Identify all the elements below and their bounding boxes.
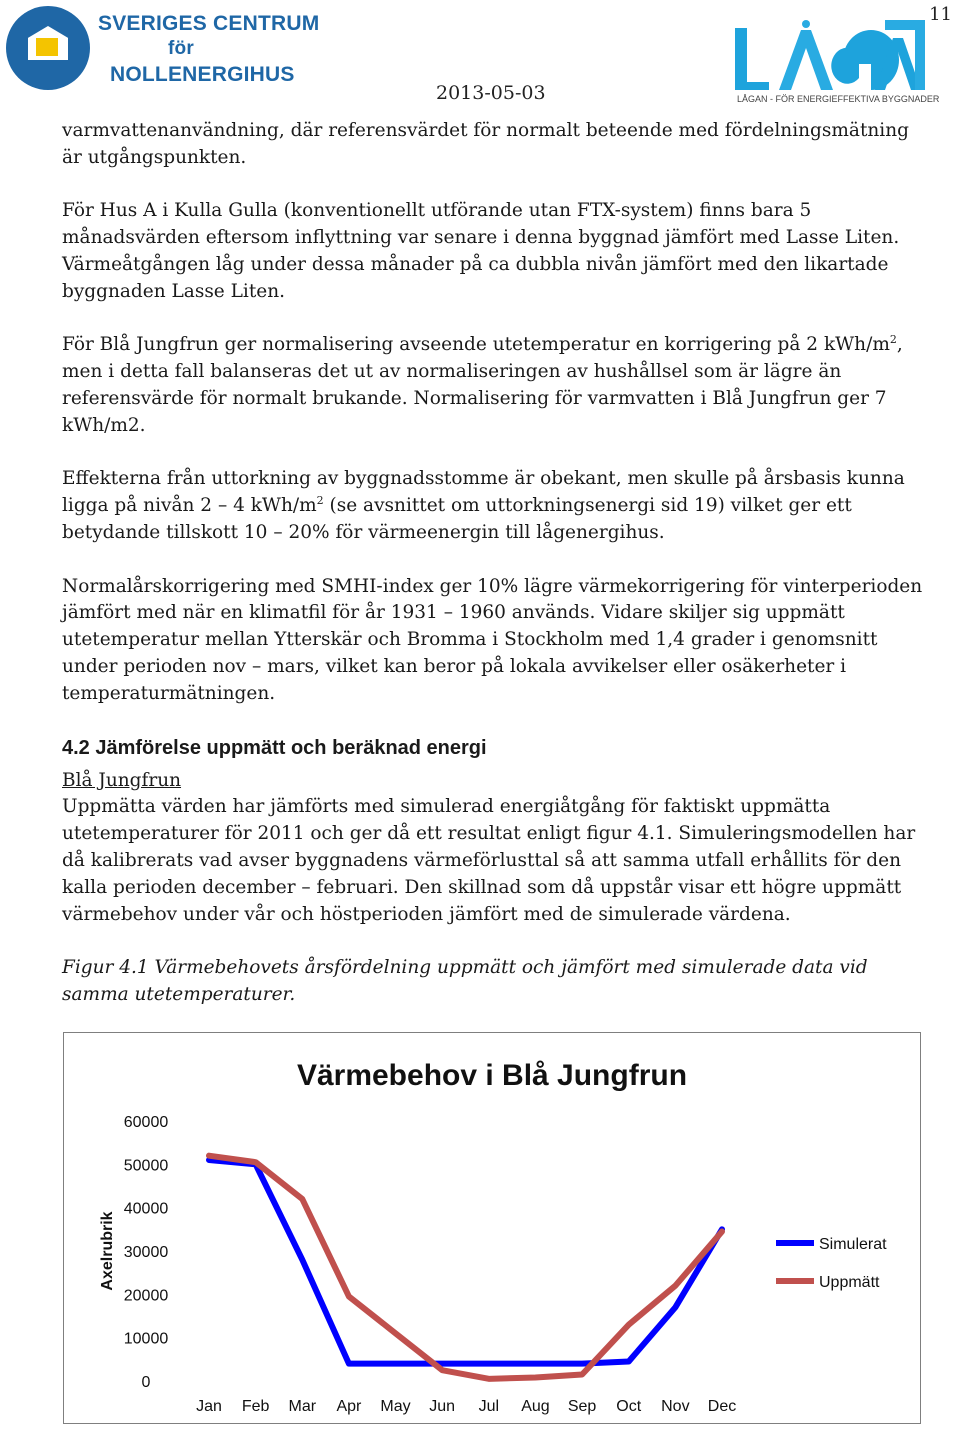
paragraph-4-text-b: (se avsnittet om uttorkningsenergi sid 19) vilket ger ett betydande tillskott 10 – 20% för värmeenergin till lågenergihus. bbox=[62, 495, 852, 543]
y-tick-label: 30000 bbox=[123, 1244, 169, 1261]
chart-svg bbox=[64, 1033, 920, 1423]
series-lines bbox=[209, 1156, 722, 1379]
x-tick-label: Nov bbox=[661, 1398, 690, 1415]
y-axis-label: Axelrubrik bbox=[99, 1211, 116, 1291]
x-tick-label: Jan bbox=[196, 1398, 222, 1415]
document-date: 2013-05-03 bbox=[436, 82, 546, 104]
superscript-2: 2 bbox=[889, 333, 897, 347]
page-number: 11 bbox=[929, 4, 952, 25]
paragraph-3 bbox=[62, 332, 932, 439]
legend-label-uppmätt: Uppmätt bbox=[819, 1274, 880, 1291]
section-heading: 4.2 Jämförelse uppmätt och beräknad energi bbox=[62, 736, 487, 759]
org-name-line2: för bbox=[168, 38, 194, 59]
x-tick-label: Jun bbox=[429, 1398, 456, 1415]
y-tick-label: 50000 bbox=[123, 1157, 169, 1175]
lagan-tagline: LÅGAN - FÖR ENERGIEFFEKTIVA BYGGNADER bbox=[737, 94, 940, 104]
x-tick-label: Dec bbox=[707, 1398, 737, 1415]
paragraph-6: Uppmätta värden har jämförts med simulerad energiåtgång för faktiskt uppmätta utetemperaturer för 2011 och ger då ett resultat enligt figur 4.1. Simuleringsmodellen har då kalibrerats vad avser byggnadens värmeförlusttal så att samma utfall erhållits för den kalla perioden december – februari. Den skillnad som då uppstår visar ett högre uppmätt värmebehov under vår och höstperioden jämfört med de simulerade värdena. bbox=[62, 796, 916, 925]
x-ticks bbox=[196, 1398, 736, 1415]
x-tick-label: Feb bbox=[241, 1398, 270, 1415]
paragraph-4-text-a: Effekterna från uttorkning av byggnadsstomme är obekant, men skulle på årsbasis kunna ligga på nivån 2 – 4 kWh/m bbox=[62, 468, 905, 517]
x-tick-label: Aug bbox=[521, 1398, 550, 1415]
x-tick-label: Jul bbox=[478, 1398, 500, 1415]
paragraph-5: Normalårskorrigering med SMHI-index ger 10% lägre värmekorrigering för vinterperioden jämfört med när en klimatfil för år 1931 – 1960 används. Vidare skiljer sig uppmätt utetemperatur mellan Ytterskär och Bromma i Stockholm med 1,4 grader i genomsnitt under perioden nov – mars, vilket kan beror på lokala avvikelser eller osäkerheter i temperaturmätningen. bbox=[62, 575, 923, 704]
paragraph-4 bbox=[62, 466, 932, 546]
lagan-logo bbox=[735, 20, 940, 110]
x-tick-label: Oct bbox=[616, 1398, 642, 1415]
paragraph-3-text-a: För Blå Jungfrun ger normalisering avseende utetemperatur en korrigering på 2 kWh/m bbox=[62, 334, 890, 356]
y-tick-label: 20000 bbox=[123, 1287, 169, 1305]
y-tick-label: 40000 bbox=[123, 1200, 169, 1218]
document-body bbox=[62, 118, 932, 1009]
chart-frame bbox=[63, 1032, 921, 1424]
x-tick-label: Mar bbox=[288, 1398, 317, 1415]
paragraph-2: För Hus A i Kulla Gulla (konventionellt utförande utan FTX-system) finns bara 5 månadsvärden eftersom inflyttning var senare i denna byggnad jämfört med Lasse Liten. Värmeåtgången låg under dessa månader på ca dubbla nivån jämfört med den likartade byggnaden Lasse Liten. bbox=[62, 200, 900, 302]
figure-caption: Figur 4.1 Värmebehovets årsfördelning uppmätt och jämfört med simulerade data vid samma utetemperaturer. bbox=[62, 957, 868, 1005]
house-window-icon bbox=[36, 38, 58, 56]
legend-label-simulerat: Simulerat bbox=[819, 1236, 887, 1253]
y-tick-label: 10000 bbox=[123, 1330, 169, 1348]
org-name-line3: NOLLENERGIHUS bbox=[110, 63, 295, 86]
sveriges-centrum-logo bbox=[2, 2, 320, 102]
subheading: Blå Jungfrun bbox=[62, 769, 182, 791]
y-tick-label: 60000 bbox=[123, 1114, 169, 1131]
y-ticks bbox=[124, 1114, 169, 1391]
series-line-simulerat bbox=[209, 1160, 722, 1364]
org-name-line1: SVERIGES CENTRUM bbox=[98, 12, 320, 35]
x-tick-label: May bbox=[380, 1398, 411, 1415]
paragraph-1: varmvattenanvändning, där referensvärdet för normalt beteende med fördelningsmätning är utgångspunkten. bbox=[62, 120, 909, 168]
chart-title: Värmebehov i Blå Jungfrun bbox=[296, 1059, 688, 1092]
paragraph-3-text-b: , men i detta fall balanseras det ut av normaliseringen av hushållsel som är lägre än referensvärde för normalt brukande. Normalisering för varmvatten i Blå Jungfrun ger 7 kWh/m2. bbox=[62, 334, 903, 436]
lagan-mark-icon bbox=[735, 20, 925, 92]
chart-legend bbox=[776, 1236, 887, 1291]
y-tick-label: 0 bbox=[141, 1374, 151, 1391]
x-tick-label: Sep bbox=[567, 1398, 597, 1415]
x-tick-label: Apr bbox=[336, 1398, 362, 1415]
superscript-2: 2 bbox=[316, 494, 324, 507]
